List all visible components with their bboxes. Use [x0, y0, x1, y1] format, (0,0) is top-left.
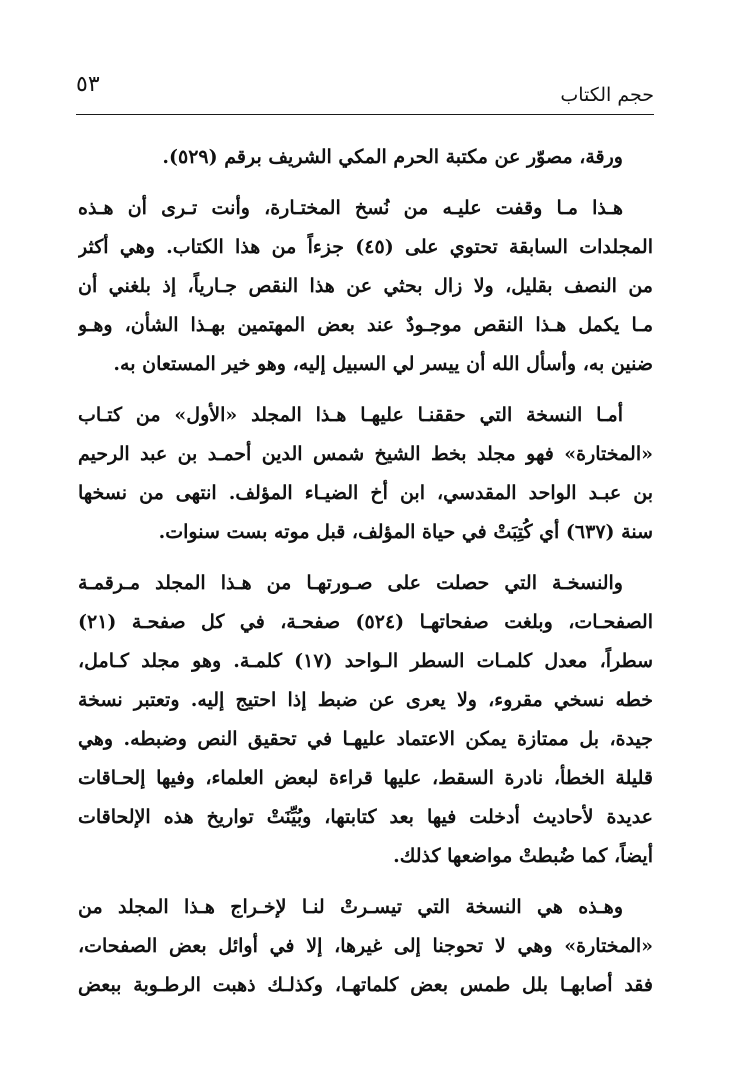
- text-line: من النصف بقليل، ولا زال بحثي عن هذا النقص جـارياً، إذ بلغني أن: [78, 275, 653, 297]
- text-line: وهـذه هي النسخة التي تيسـرتْ لنـا لإخـراج هـذا المجلد من: [78, 896, 623, 918]
- page-number: ٥٣: [76, 72, 100, 97]
- text-line: خطه نسخي مقروء، ولا يعرى عن ضبط إذا احتيج إليه. وتعتبر نسخة: [78, 689, 653, 711]
- text-line: أيضاً، كما ضُبطتْ مواضعها كذلك.: [393, 845, 653, 867]
- text-line: قليلة الخطأ، نادرة السقط، عليها قراءة لبعض العلماء، وفيها إلحـاقات: [78, 767, 653, 789]
- paragraph: [78, 138, 653, 177]
- text-line: سطراً، معدل كلمـات السطر الـواحد (١٧) كلمـة. وهو مجلد كـامل،: [78, 650, 653, 672]
- text-line: أمـا النسخة التي حققنـا عليهـا هـذا المجلد «الأول» من كتـاب: [78, 404, 623, 426]
- text-line: مـا يكمل هـذا النقص موجـودٌ عند بعض المهتمين بهـذا الشأن، وهـو: [78, 314, 653, 336]
- running-title: حجم الكتاب: [560, 84, 654, 106]
- header-rule: [76, 114, 654, 115]
- text-line: سنة (٦٣٧) أي كُتِبَتْ في حياة المؤلف، قبل موته بست سنوات.: [158, 521, 653, 543]
- paragraph: [78, 564, 653, 876]
- text-line: ضنين به، وأسأل الله أن ييسر لي السبيل إليه، وهو خير المستعان به.: [113, 353, 653, 375]
- text-line: ورقة، مصوّر عن مكتبة الحرم المكي الشريف برقم (٥٢٩).: [162, 146, 623, 168]
- body-text: [78, 138, 653, 1017]
- text-line: الصفحـات، وبلغت صفحاتهـا (٥٢٤) صفحـة، في كل صفحـة (٢١): [78, 611, 653, 633]
- text-line: «المختارة» وهي لا تحوجنا إلى غيرها، إلا في أوائل بعض الصفحات،: [78, 935, 653, 957]
- text-line: المجلدات السابقة تحتوي على (٤٥) جزءاً من هذا الكتاب. وهي أكثر: [78, 236, 653, 258]
- text-line: فقد أصابهـا بلل طمس بعض كلماتهـا، وكذلـك ذهبت الرطـوبة ببعض: [78, 974, 653, 996]
- text-line: عديدة لأحاديث أدخلت فيها بعد كتابتها، وبُيِّنَتْ تواريخ هذه الإلحاقات: [78, 806, 653, 828]
- page-header: [76, 70, 654, 112]
- text-line: والنسخـة التي حصلت على صـورتهـا من هـذا المجلد مـرقمـة: [78, 572, 623, 594]
- paragraph: [78, 888, 653, 1005]
- text-line: هـذا مـا وقفت عليـه من نُسخ المختـارة، وأنت تـرى أن هـذه: [78, 197, 623, 219]
- text-line: «المختارة» فهو مجلد بخط الشيخ شمس الدين أحمـد بن عبد الرحيم: [78, 443, 653, 465]
- paragraph: [78, 396, 653, 552]
- text-line: جيدة، بل ممتازة يمكن الاعتماد عليهـا في تحقيق النص وضبطه. وهي: [78, 728, 653, 750]
- text-line: بن عبـد الواحد المقدسي، ابن أخ الضيـاء المؤلف. انتهى من نسخها: [78, 482, 653, 504]
- paragraph: [78, 189, 653, 384]
